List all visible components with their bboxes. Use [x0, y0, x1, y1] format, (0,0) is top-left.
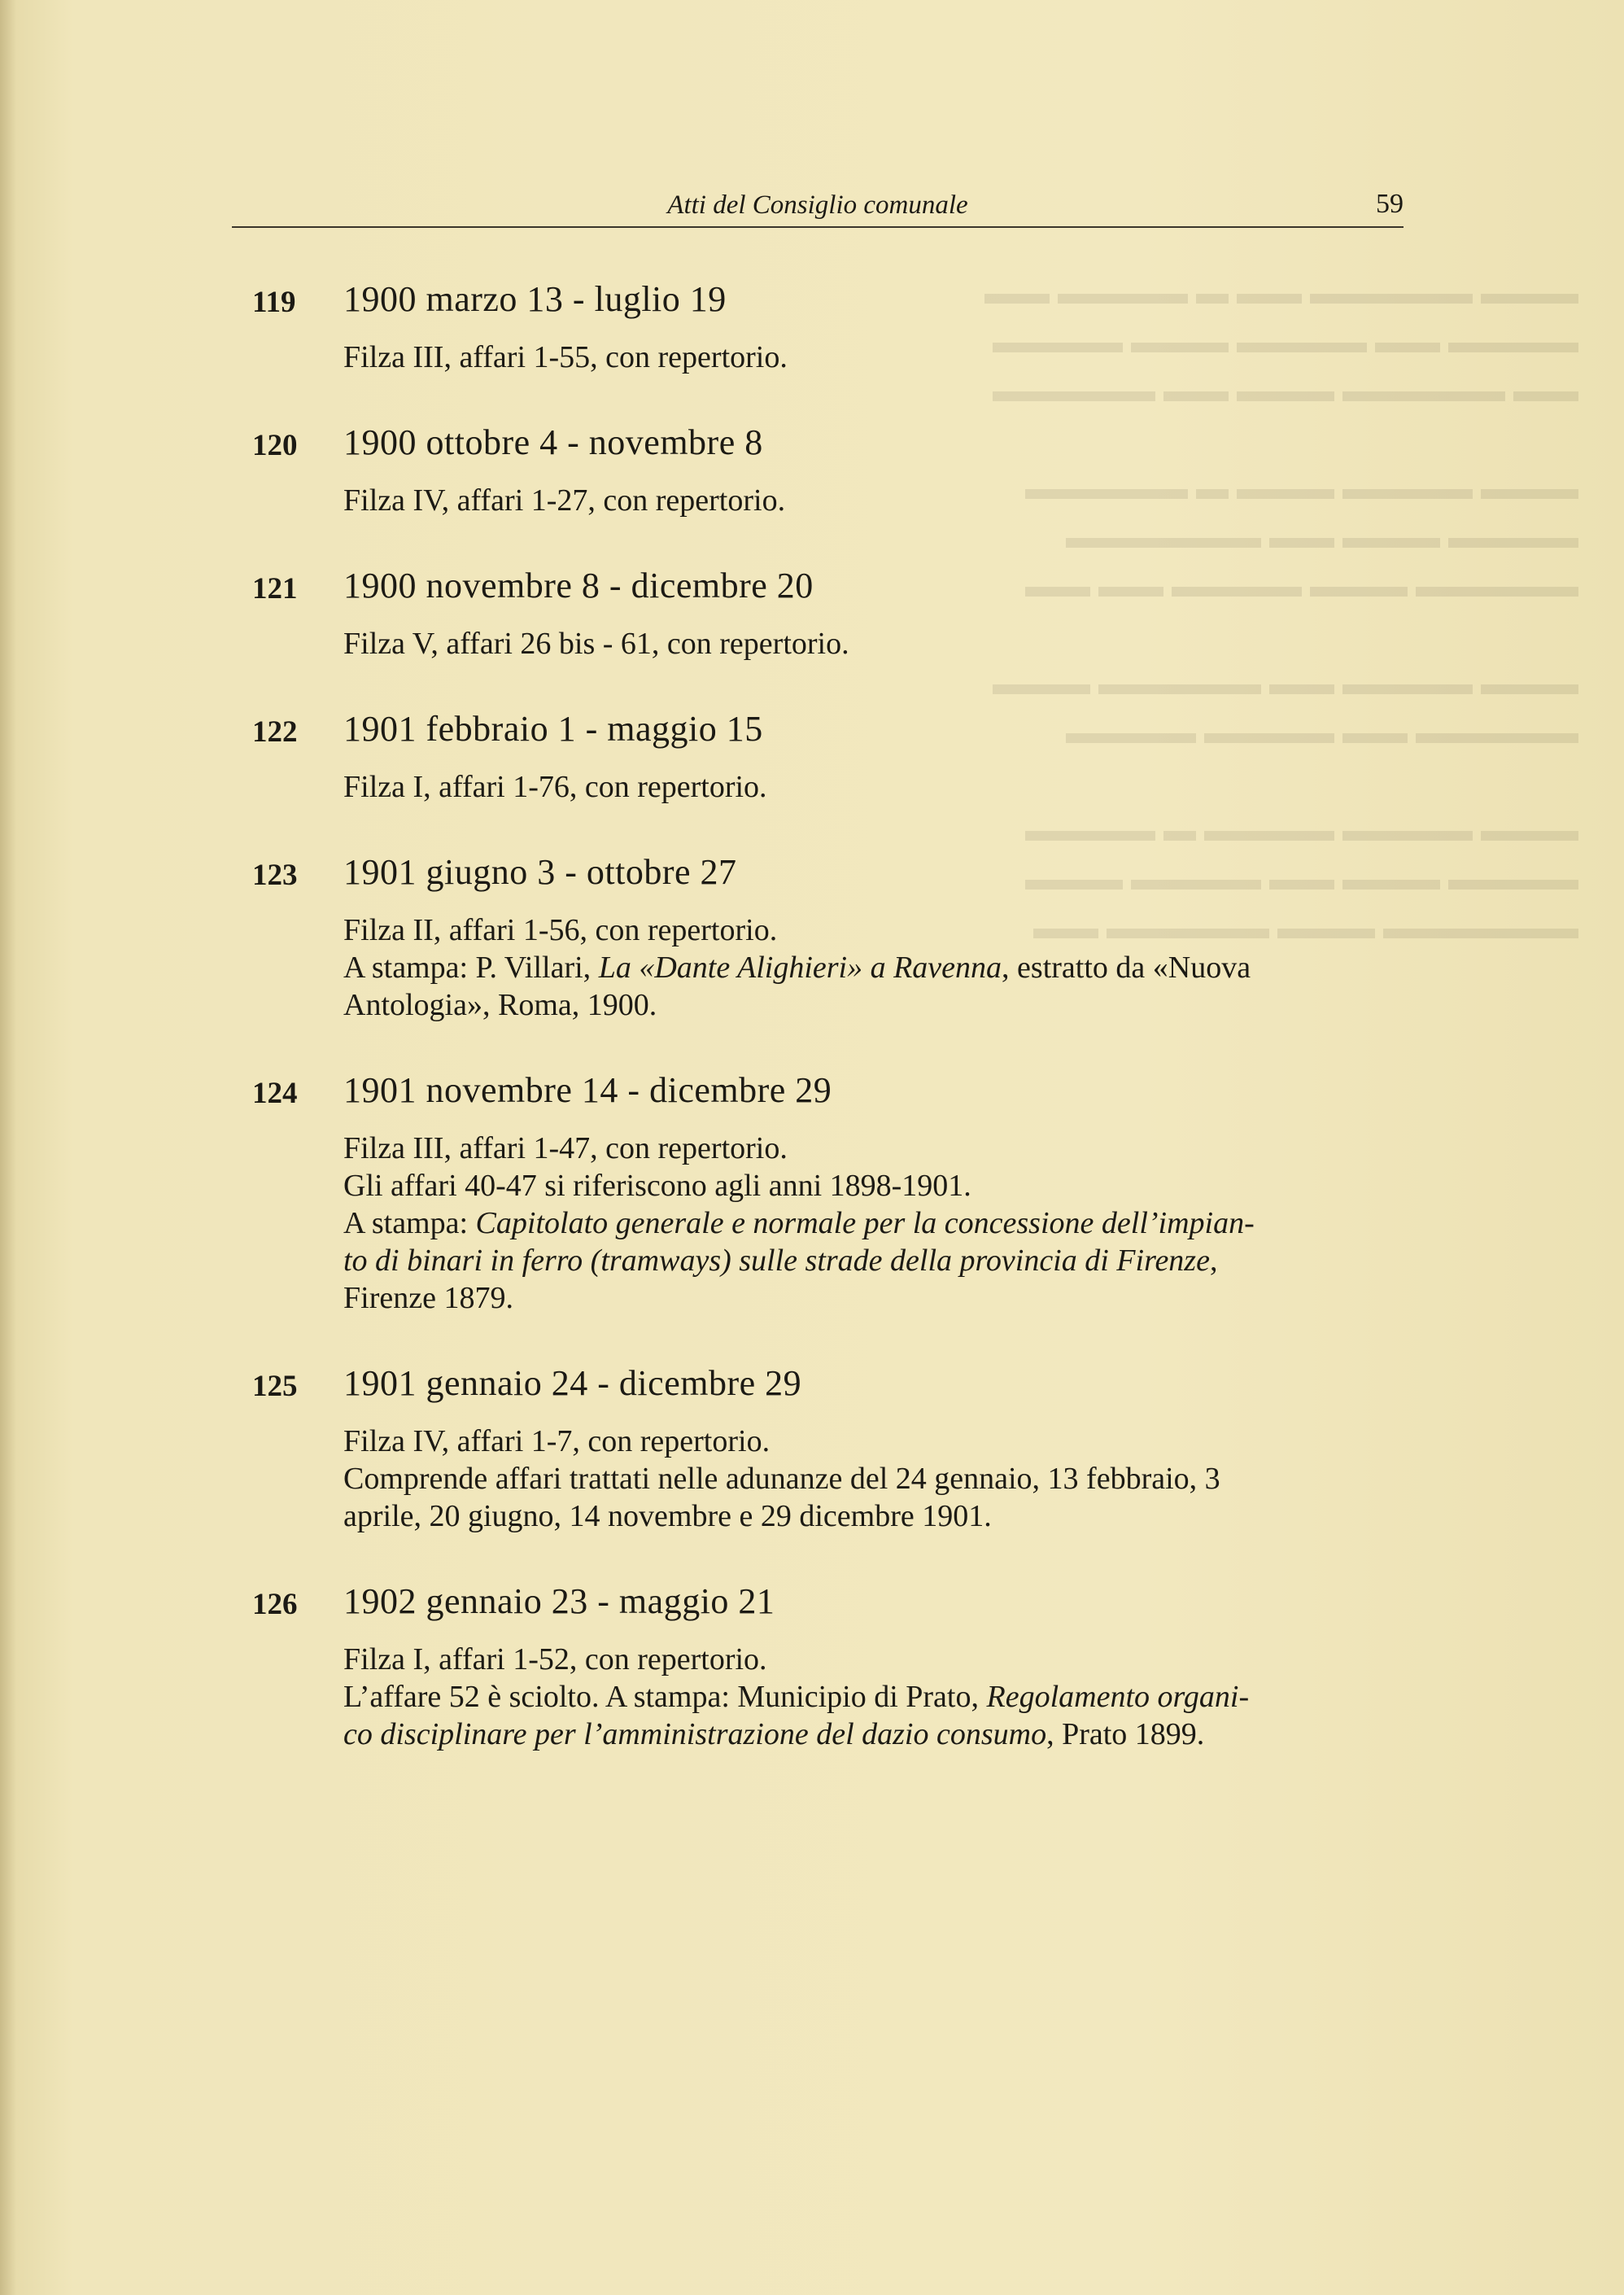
entry-123 — [252, 848, 1408, 1024]
publication-details: , Prato 1899. — [1046, 1717, 1205, 1751]
entry-number: 120 — [252, 429, 298, 462]
entry-description — [343, 339, 1408, 376]
print-prefix: A stampa: P. Villari, — [343, 951, 599, 985]
bleed-through-ghost: ▬▬▬ ▬▬▬▬▬ ▬▬ ▬ ▬▬▬▬ ▬▬ ▬▬▬▬ ▬▬ ▬▬▬▬ ▬▬▬ ▬▬▬▬ ▬▬ ▬▬▬▬▬ ▬▬▬ ▬▬ ▬▬▬▬▬ ▬▬▬ ▬▬▬▬ ▬▬▬ ▬ ▬▬▬▬▬ ▬▬▬▬ ▬▬▬ ▬▬ ▬▬▬▬▬▬ ▬▬▬▬▬ ▬▬▬ ▬▬▬▬ ▬▬ ▬▬ ▬▬▬ ▬▬▬▬ ▬▬ ▬▬▬▬▬ ▬▬▬ ▬▬▬▬▬ ▬▬ ▬▬▬▬ ▬▬▬▬ ▬▬▬ ▬▬▬▬ ▬▬▬▬ ▬ ▬▬▬▬ ▬▬▬▬ ▬▬▬ ▬▬ ▬▬▬▬ ▬▬▬ ▬▬▬▬▬▬ ▬▬▬ ▬▬▬▬▬ ▬▬ — [984, 274, 1578, 946]
entry-line: Filza IV, affari 1-27, con repertorio. — [343, 483, 786, 518]
entry-description — [343, 1130, 1408, 1317]
entry-line — [343, 1716, 1408, 1753]
entry-number: 121 — [252, 572, 298, 605]
entry-date: 1900 novembre 8 - dicembre 20 — [343, 566, 814, 605]
entry-124 — [252, 1066, 1408, 1317]
entry-line — [343, 949, 1408, 986]
entry-number: 124 — [252, 1077, 298, 1110]
entry-line: Filza II, affari 1-56, con repertorio. — [343, 913, 778, 947]
print-prefix: A stampa: — [343, 1206, 476, 1240]
entry-description — [343, 482, 1408, 519]
entry-date: 1900 marzo 13 - luglio 19 — [343, 279, 727, 319]
entry-122 — [252, 705, 1408, 806]
publication-title: Regolamento organi- — [986, 1680, 1250, 1714]
entry-date: 1901 febbraio 1 - maggio 15 — [343, 709, 763, 749]
entry-description — [343, 768, 1408, 806]
publication-details: , estratto da «Nuova — [1002, 951, 1251, 985]
entry-number: 126 — [252, 1588, 298, 1621]
running-header — [232, 186, 1404, 228]
entry-number: 122 — [252, 715, 298, 749]
entry-line: Gli affari 40-47 si riferiscono agli anni 1898-1901. — [343, 1169, 971, 1203]
page-edge-shadow — [0, 0, 16, 2295]
entry-121 — [252, 562, 1408, 662]
entry-line: Comprende affari trattati nelle adunanze del 24 gennaio, 13 febbraio, 3 — [343, 1462, 1220, 1496]
entry-line: Antologia», Roma, 1900. — [343, 988, 657, 1022]
entry-description — [343, 1423, 1408, 1535]
entry-line: Filza I, affari 1-76, con repertorio. — [343, 770, 767, 804]
publication-title-continued: to di binari in ferro (tramways) sulle strade della provincia di Firenze — [343, 1244, 1210, 1278]
punctuation: , — [1209, 1244, 1218, 1278]
print-prefix: L’affare 52 è sciolto. A stampa: Municipio di Prato, — [343, 1680, 987, 1714]
entry-line: Filza V, affari 26 bis - 61, con repertorio. — [343, 627, 849, 661]
entry-line — [343, 1242, 1408, 1279]
entry-120 — [252, 418, 1408, 519]
entry-number: 119 — [252, 286, 296, 319]
entry-date: 1900 ottobre 4 - novembre 8 — [343, 422, 763, 462]
publication-title: Capitolato generale e normale per la concessione dell’impian- — [475, 1206, 1255, 1240]
entry-line — [343, 1678, 1408, 1716]
entry-date: 1901 novembre 14 - dicembre 29 — [343, 1070, 832, 1110]
entry-line: Filza III, affari 1-47, con repertorio. — [343, 1131, 788, 1165]
publication-title: La «Dante Alighieri» a Ravenna — [598, 951, 1002, 985]
entry-line: Firenze 1879. — [343, 1281, 513, 1315]
entry-number: 125 — [252, 1370, 298, 1403]
entry-date: 1901 giugno 3 - ottobre 27 — [343, 852, 737, 892]
entry-line: aprile, 20 giugno, 14 novembre e 29 dicembre 1901. — [343, 1499, 992, 1533]
entry-line: Filza IV, affari 1-7, con repertorio. — [343, 1424, 771, 1458]
page-number: 59 — [1376, 189, 1404, 219]
entry-126 — [252, 1577, 1408, 1753]
entry-date: 1902 gennaio 23 - maggio 21 — [343, 1581, 775, 1621]
entry-line: Filza I, affari 1-52, con repertorio. — [343, 1642, 767, 1676]
running-title: Atti del Consiglio comunale — [667, 190, 968, 220]
entry-number: 123 — [252, 859, 298, 892]
entry-list — [252, 275, 1408, 1795]
entry-line: Filza III, affari 1-55, con repertorio. — [343, 340, 788, 374]
entry-date: 1901 gennaio 24 - dicembre 29 — [343, 1363, 802, 1403]
entry-119 — [252, 275, 1408, 376]
entry-line — [343, 1204, 1408, 1242]
publication-title-continued: co disciplinare per l’amministrazione del dazio consumo — [343, 1717, 1047, 1751]
entry-description — [343, 911, 1408, 1024]
entry-125 — [252, 1359, 1408, 1535]
entry-description — [343, 1641, 1408, 1753]
entry-description — [343, 625, 1408, 662]
